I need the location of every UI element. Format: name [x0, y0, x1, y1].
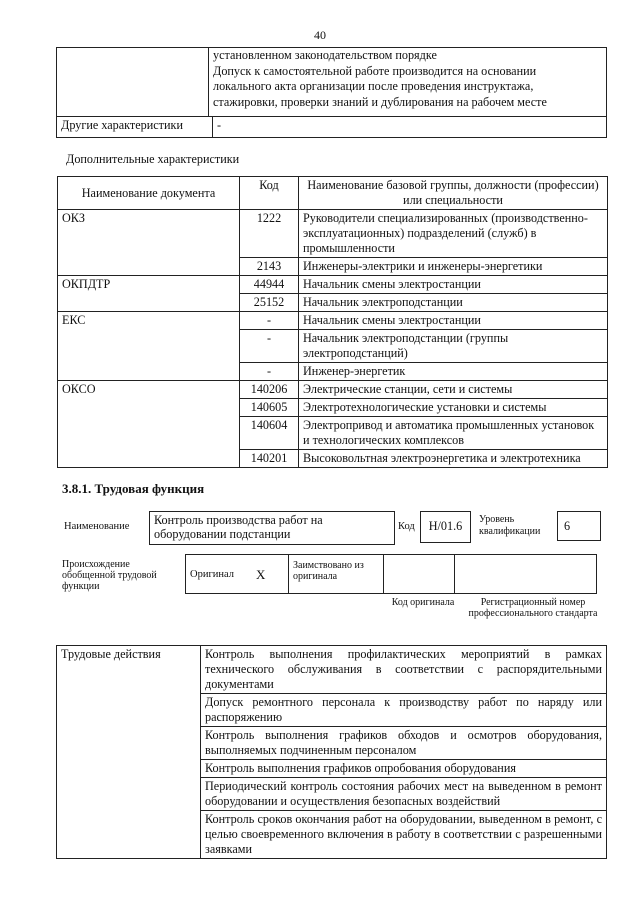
- labor-actions-label: Трудовые действия: [57, 646, 201, 859]
- code-cell: 2143: [240, 258, 299, 276]
- doc-name-cell: ОКПДТР: [58, 276, 240, 312]
- additional-table-header: [58, 177, 608, 210]
- reg-caption: Регистрационный номер профессионального стандарта: [468, 597, 598, 619]
- code-cell: 140605: [240, 399, 299, 417]
- additional-table: [57, 176, 608, 468]
- group-name-cell: Начальник смены электростанции: [299, 276, 608, 294]
- original-code-cell: [384, 555, 455, 594]
- code-cell: -: [240, 312, 299, 330]
- group-name-cell: Электротехнологические установки и системы: [299, 399, 608, 417]
- origin-label: Происхождение обобщенной трудовой функции: [62, 559, 157, 592]
- code-label: Код: [398, 521, 415, 532]
- doc-name-cell: ОКСО: [58, 381, 240, 468]
- labor-action-item: Контроль выполнения графиков опробования оборудования: [201, 760, 607, 778]
- code-cell: 140201: [240, 450, 299, 468]
- reg-number-cell: [455, 555, 597, 594]
- group-name-cell: Инженер-энергетик: [299, 363, 608, 381]
- code-cell: -: [240, 330, 299, 363]
- labor-action-row: [57, 646, 607, 694]
- code-cell: 1222: [240, 210, 299, 258]
- code-cell: -: [240, 363, 299, 381]
- doc-name-cell: ОКЗ: [58, 210, 240, 276]
- other-characteristics-row: [57, 117, 607, 138]
- group-name-cell: Инженеры-электрики и инженеры-энергетики: [299, 258, 608, 276]
- additional-table-row: [58, 210, 608, 258]
- labor-actions-table: [56, 645, 607, 859]
- labor-action-item: Допуск ремонтного персонала к производству работ по наряду или распоряжению: [201, 694, 607, 727]
- labor-action-item: Контроль выполнения графиков обходов и осмотров оборудования, выполняемых подчиненным персоналом: [201, 727, 607, 760]
- code-cell: 140206: [240, 381, 299, 399]
- function-name: Контроль производства работ на оборудовании подстанции: [149, 511, 395, 545]
- group-name-cell: Электрические станции, сети и системы: [299, 381, 608, 399]
- original-label: Оригинал: [186, 555, 253, 594]
- borrowed-label: Заимствовано из оригинала: [289, 555, 384, 594]
- header-doc-name: Наименование документа: [58, 177, 240, 210]
- additional-table-row: [58, 312, 608, 330]
- code-caption: Код оригинала: [391, 597, 455, 608]
- code-cell: 140604: [240, 417, 299, 450]
- original-mark: X: [252, 555, 289, 594]
- continued-text: установленном законодательством порядке Допуск к самостоятельной работе производится на основании локального акта организации после проведения инструктажа, стажировки, проверки знаний и дублирования на рабочем месте: [209, 48, 607, 117]
- header-code: Код: [240, 177, 299, 210]
- other-characteristics-value: -: [213, 117, 607, 138]
- group-name-cell: Начальник электроподстанции (группы электроподстанций): [299, 330, 608, 363]
- section-title: 3.8.1. Трудовая функция: [62, 481, 205, 496]
- additional-title: Дополнительные характеристики: [66, 152, 240, 166]
- additional-table-row: [58, 381, 608, 399]
- name-label: Наименование: [64, 521, 130, 532]
- origin-table: [185, 554, 597, 594]
- top-table: [56, 47, 607, 138]
- code-cell: 44944: [240, 276, 299, 294]
- labor-action-item: Периодический контроль состояния рабочих мест на выведенном в ремонт оборудовании и осуществления безопасных воздействий: [201, 778, 607, 811]
- header-group-name: Наименование базовой группы, должности (профессии) или специальности: [299, 177, 608, 210]
- group-name-cell: Руководители специализированных (производственно-эксплуатационных) подразделений (служб) в промышленности: [299, 210, 608, 258]
- continued-row: [57, 48, 607, 117]
- doc-name-cell: ЕКС: [58, 312, 240, 381]
- level-label: Уровень квалификации: [479, 514, 541, 537]
- group-name-cell: Начальник смены электростанции: [299, 312, 608, 330]
- group-name-cell: Начальник электроподстанции: [299, 294, 608, 312]
- function-code: Н/01.6: [420, 511, 471, 543]
- level-value: 6: [557, 511, 601, 541]
- page-number: 40: [314, 28, 326, 42]
- labor-action-item: Контроль выполнения профилактических мероприятий в рамках технического обслуживания в соответствии с распорядительными документами: [201, 646, 607, 694]
- other-characteristics-label: Другие характеристики: [57, 117, 213, 138]
- group-name-cell: Высоковольтная электроэнергетика и электротехника: [299, 450, 608, 468]
- labor-action-item: Контроль сроков окончания работ на оборудовании, выведенном в ремонт, с целью своевременного включения в работу в соответствии с разрешенными заявками: [201, 811, 607, 859]
- additional-table-row: [58, 276, 608, 294]
- group-name-cell: Электропривод и автоматика промышленных установок и технологических комплексов: [299, 417, 608, 450]
- code-cell: 25152: [240, 294, 299, 312]
